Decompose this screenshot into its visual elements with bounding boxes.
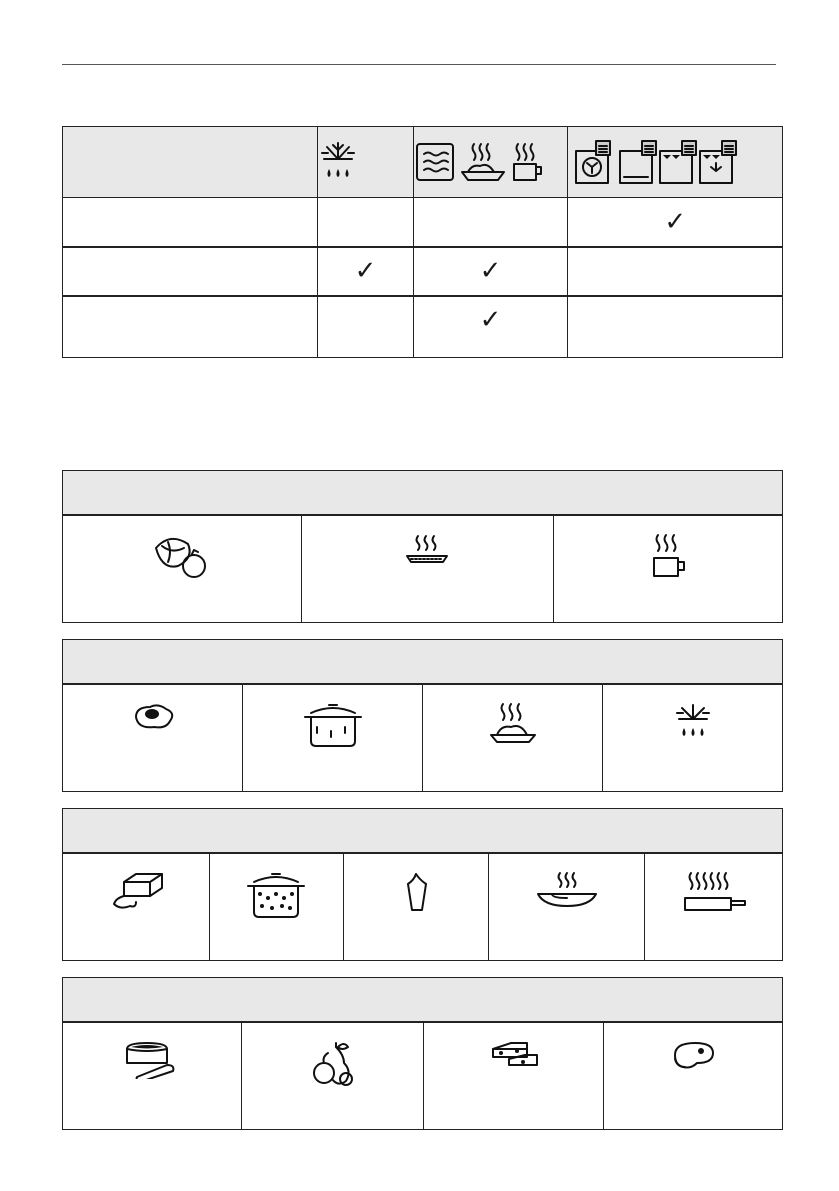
category-cell xyxy=(63,516,302,622)
plate-dish-icon xyxy=(403,532,451,566)
category-cell xyxy=(489,854,645,960)
casserole-icon xyxy=(487,701,539,745)
category-cell xyxy=(423,685,603,791)
check-cell xyxy=(413,198,568,247)
glass-icon xyxy=(402,870,430,914)
table-row xyxy=(63,198,783,247)
cup-icon xyxy=(648,532,688,580)
fruit-icon xyxy=(308,1039,358,1089)
check-cell xyxy=(318,198,413,247)
category-cell xyxy=(344,854,490,960)
plate-dish-cup-icon xyxy=(414,140,544,184)
butter-icon xyxy=(106,870,166,912)
check-cell xyxy=(318,296,413,358)
category-cell xyxy=(63,854,210,960)
defrost-icon xyxy=(318,139,358,185)
category-panel-3 xyxy=(62,808,783,961)
category-cell xyxy=(63,685,243,791)
check-cell xyxy=(568,296,783,358)
header-dish-cell xyxy=(413,127,568,198)
row-label xyxy=(63,296,318,358)
category-panel-2 xyxy=(62,639,783,792)
category-title xyxy=(63,471,782,516)
header-blank-cell xyxy=(63,127,318,198)
bread-icon xyxy=(123,1039,181,1079)
category-panel-1 xyxy=(62,470,783,623)
category-cell xyxy=(603,685,782,791)
vegetables-icon xyxy=(150,532,214,580)
top-rule xyxy=(62,64,776,65)
egg-icon xyxy=(130,701,176,731)
function-table-header xyxy=(63,127,783,198)
check-cell: ✓ xyxy=(413,247,568,296)
check-cell: ✓ xyxy=(568,198,783,247)
cheese-icon xyxy=(489,1039,539,1073)
pan-icon xyxy=(681,870,747,918)
header-defrost-cell xyxy=(318,127,413,198)
category-title xyxy=(63,978,782,1023)
category-cell xyxy=(302,516,553,622)
category-cell xyxy=(243,685,423,791)
category-cell xyxy=(63,1023,242,1129)
defrost-icon xyxy=(673,701,713,743)
category-cell xyxy=(554,516,782,622)
header-oven-cell xyxy=(568,127,783,198)
function-table xyxy=(62,126,783,358)
category-title xyxy=(63,640,782,685)
oven-position-icons xyxy=(568,137,738,187)
category-cell xyxy=(210,854,344,960)
steak-icon xyxy=(669,1039,717,1073)
category-cell xyxy=(645,854,782,960)
table-row xyxy=(63,247,783,296)
check-cell: ✓ xyxy=(413,296,568,358)
category-cell xyxy=(242,1023,424,1129)
category-cell xyxy=(424,1023,604,1129)
pot-icon xyxy=(301,701,365,749)
check-cell: ✓ xyxy=(318,247,413,296)
steam-pot-icon xyxy=(244,870,308,920)
row-label xyxy=(63,198,318,247)
plate-soup-icon xyxy=(534,870,600,910)
row-label xyxy=(63,247,318,296)
category-cell xyxy=(604,1023,782,1129)
category-title xyxy=(63,809,782,854)
category-panel-4 xyxy=(62,977,783,1130)
table-row xyxy=(63,296,783,358)
check-cell xyxy=(568,247,783,296)
